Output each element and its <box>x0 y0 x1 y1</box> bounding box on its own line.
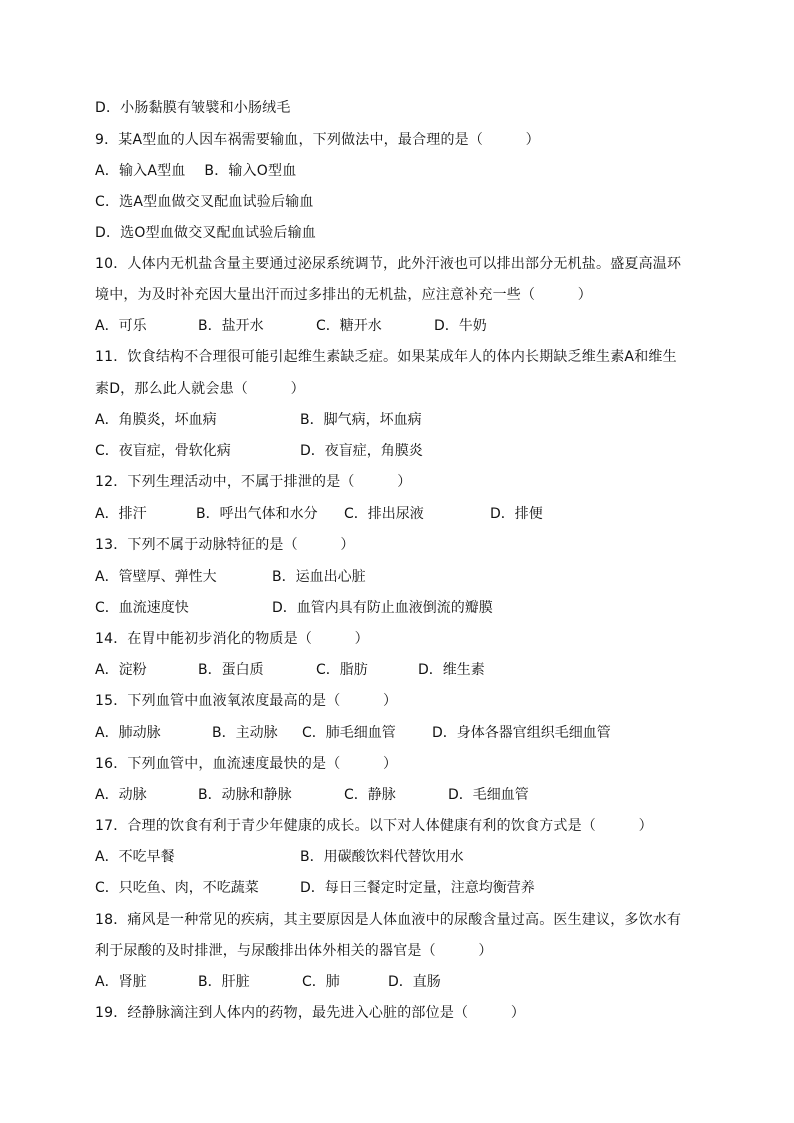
q16-option-c: C．静脉 <box>344 787 396 803</box>
q16-stem: 16．下列血管中，血流速度最快的是（ ） <box>95 756 398 772</box>
q15-option-b: B．主动脉 <box>212 725 278 741</box>
q18-option-a: A．肾脏 <box>95 974 147 990</box>
q9-stem: 9．某A型血的人因车祸需要输血，下列做法中，最合理的是（ ） <box>95 132 540 148</box>
q12-option-d: D．排便 <box>490 506 543 522</box>
q10-stem-2: 境中，为及时补充因大量出汗而过多排出的无机盐，应注意补充一些（ ） <box>95 287 592 303</box>
q14-option-d: D．维生素 <box>418 662 485 678</box>
q11-option-d: D．夜盲症，角膜炎 <box>300 443 423 459</box>
q14-option-b: B．蛋白质 <box>198 662 264 678</box>
q17-option-b: B．用碳酸饮料代替饮用水 <box>300 849 464 865</box>
q13-stem: 13．下列不属于动脉特征的是（ ） <box>95 537 355 553</box>
q13-option-a: A．管壁厚、弹性大 <box>95 569 217 585</box>
q11-option-b: B．脚气病，坏血病 <box>300 412 422 428</box>
q13-option-d: D．血管内具有防止血液倒流的瓣膜 <box>272 600 493 616</box>
q12-stem: 12．下列生理活动中，不属于排泄的是（ ） <box>95 474 412 490</box>
q19-stem: 19．经静脉滴注到人体内的药物，最先进入心脏的部位是（ ） <box>95 1005 526 1021</box>
q12-option-a: A．排汗 <box>95 506 147 522</box>
q13-option-b: B．运血出心脏 <box>272 569 366 585</box>
q15-option-c: C．肺毛细血管 <box>302 725 396 741</box>
q17-option-c: C．只吃鱼、肉，不吃蔬菜 <box>95 880 259 896</box>
q17-stem: 17．合理的饮食有利于青少年健康的成长。以下对人体健康有利的饮食方式是（ ） <box>95 818 653 834</box>
q15-option-d: D．身体各器官组织毛细血管 <box>432 725 611 741</box>
q10-option-d: D．牛奶 <box>434 318 487 334</box>
q16-option-b: B．动脉和静脉 <box>198 787 292 803</box>
q11-option-a: A．角膜炎，坏血病 <box>95 412 217 428</box>
q14-option-c: C．脂肪 <box>316 662 368 678</box>
q11-stem-1: 11．饮食结构不合理很可能引起维生素缺乏症。如果某成年人的体内长期缺乏维生素A和维生 <box>95 349 677 365</box>
q8-option-d: D．小肠黏膜有皱襞和小肠绒毛 <box>95 100 291 116</box>
q9-options-ab: A．输入A型血 B．输入O型血 <box>95 163 297 179</box>
q12-option-c: C．排出尿液 <box>344 506 424 522</box>
q13-option-c: C．血流速度快 <box>95 600 189 616</box>
q16-option-a: A．动脉 <box>95 787 147 803</box>
q10-stem-1: 10．人体内无机盐含量主要通过泌尿系统调节，此外汗液也可以排出部分无机盐。盛夏高温环 <box>95 256 682 272</box>
q18-option-b: B．肝脏 <box>198 974 250 990</box>
q18-option-d: D．直肠 <box>388 974 441 990</box>
q17-option-a: A．不吃早餐 <box>95 849 175 865</box>
q11-stem-2: 素D，那么此人就会患（ ） <box>95 381 305 397</box>
q15-stem: 15．下列血管中血液氧浓度最高的是（ ） <box>95 693 398 709</box>
q9-option-c: C．选A型血做交叉配血试验后输血 <box>95 194 314 210</box>
q10-option-a: A．可乐 <box>95 318 147 334</box>
q16-option-d: D．毛细血管 <box>448 787 529 803</box>
q14-option-a: A．淀粉 <box>95 662 147 678</box>
q18-option-c: C．肺 <box>302 974 340 990</box>
q18-stem-2: 利于尿酸的及时排泄，与尿酸排出体外相关的器官是（ ） <box>95 943 493 959</box>
q10-option-c: C．糖开水 <box>316 318 382 334</box>
q10-option-b: B．盐开水 <box>198 318 264 334</box>
q15-option-a: A．肺动脉 <box>95 725 161 741</box>
q9-option-d: D．选O型血做交叉配血试验后输血 <box>95 225 316 241</box>
q12-option-b: B．呼出气体和水分 <box>196 506 318 522</box>
q11-option-c: C．夜盲症，骨软化病 <box>95 443 231 459</box>
q18-stem-1: 18．痛风是一种常见的疾病，其主要原因是人体血液中的尿酸含量过高。医生建议，多饮水有 <box>95 912 682 928</box>
q14-stem: 14．在胃中能初步消化的物质是（ ） <box>95 631 369 647</box>
q17-option-d: D．每日三餐定时定量，注意均衡营养 <box>300 880 535 896</box>
